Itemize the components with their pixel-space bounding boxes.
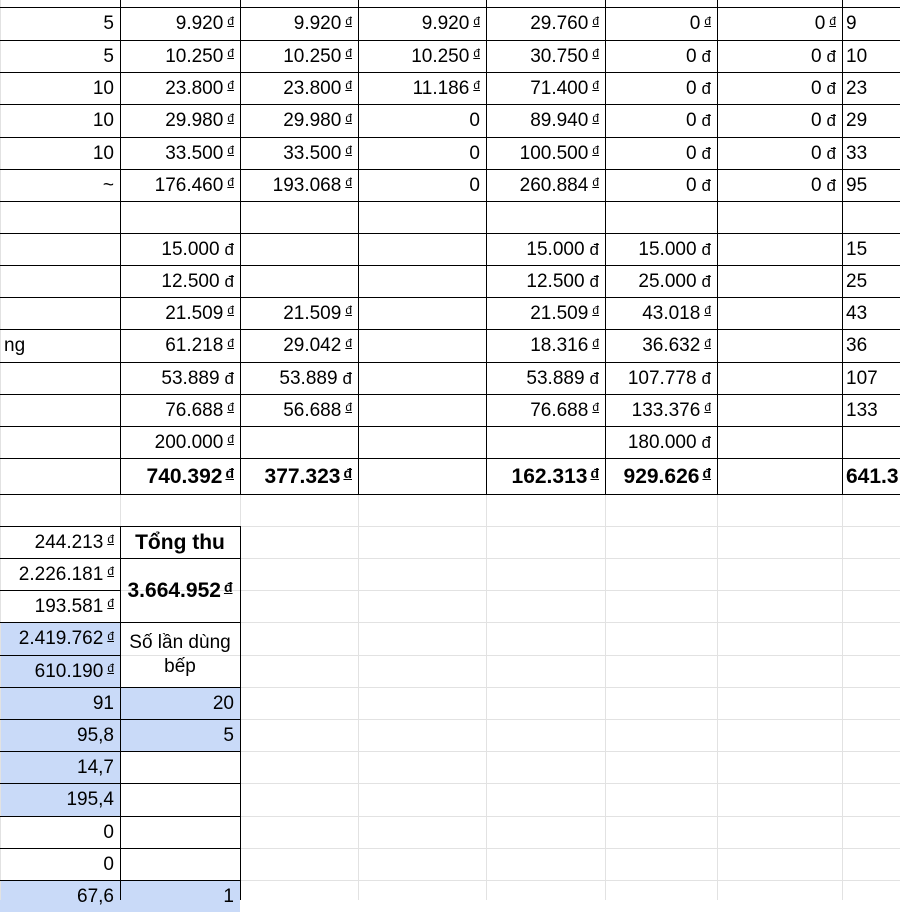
cell-f4[interactable] [605, 72, 717, 104]
cell-a4[interactable] [0, 72, 120, 104]
currency-symbol: đ [223, 579, 233, 595]
cell-value: Tổng thu [135, 530, 225, 554]
cell-value: 0 [103, 821, 114, 843]
cell-value: 2.419.762 [18, 628, 104, 649]
cell-value: 30.750 [530, 45, 589, 67]
currency-symbol: đ [227, 13, 234, 28]
cell-value: 5 [103, 45, 114, 67]
cell-value: 193.581 [34, 595, 104, 617]
cell-e14[interactable] [486, 394, 605, 426]
cell-value: 0 [810, 142, 822, 164]
cell-value: ~ [102, 174, 114, 196]
cell-value: 10 [846, 45, 868, 67]
cell-value: 91 [92, 692, 114, 714]
cell-value: 33.500 [165, 142, 224, 164]
cell-b16[interactable] [120, 458, 240, 494]
cell-value: 1 [223, 885, 234, 907]
cell-h10[interactable] [842, 265, 900, 297]
cell-c5[interactable] [240, 104, 358, 137]
cell-b6[interactable] [120, 137, 240, 169]
cell-c16[interactable] [240, 458, 358, 494]
cell-c14[interactable] [240, 394, 358, 426]
cell-value: 0 [685, 174, 697, 196]
cell-b4[interactable] [120, 72, 240, 104]
cell-value: 0 [810, 45, 822, 67]
cell-b21[interactable] [120, 622, 240, 687]
currency-symbol: đ [701, 46, 711, 66]
cell-value: 193.068 [272, 174, 342, 196]
cell-value: 21.509 [283, 302, 342, 324]
currency-symbol: đ [826, 111, 836, 130]
cell-value: 21.509 [165, 302, 224, 324]
cell-value: 15.000 [526, 238, 585, 260]
currency-symbol: đ [590, 465, 599, 481]
cell-value: 0 [685, 45, 697, 67]
cell-g3[interactable] [717, 40, 842, 72]
currency-symbol: đ [227, 110, 234, 125]
currency-symbol: đ [345, 335, 352, 350]
cell-value: 377.323 [264, 464, 341, 488]
currency-symbol: đ [592, 175, 599, 189]
cell-value: 0 [685, 77, 697, 99]
cell-c4[interactable] [240, 72, 358, 104]
cell-g6[interactable] [717, 137, 842, 169]
cell-value: 56.688 [283, 399, 342, 421]
cell-value: 53.889 [526, 367, 585, 389]
cell-value: 36 [846, 335, 868, 356]
cell-value: 0 [103, 853, 114, 875]
cell-value: 0 [814, 13, 826, 34]
currency-symbol: đ [589, 271, 599, 291]
currency-symbol: đ [224, 368, 234, 388]
cell-e2[interactable] [486, 7, 605, 40]
cell-value: 18.316 [530, 335, 589, 356]
currency-symbol: đ [826, 78, 836, 98]
cell-value: 33.500 [283, 142, 342, 164]
currency-symbol: đ [227, 303, 234, 317]
cell-value: 67,6 [77, 885, 114, 907]
cell-e3[interactable] [486, 40, 605, 72]
currency-symbol: đ [701, 111, 711, 130]
currency-symbol: đ [704, 13, 711, 28]
cell-f13[interactable] [605, 362, 717, 394]
cell-a18[interactable] [0, 526, 120, 558]
currency-symbol: đ [701, 368, 711, 388]
cell-e5[interactable] [486, 104, 605, 137]
currency-symbol: đ [345, 13, 352, 28]
cell-value: 10.250 [411, 45, 470, 67]
currency-symbol: đ [826, 46, 836, 66]
cell-e6[interactable] [486, 137, 605, 169]
cell-value: 53.889 [161, 367, 220, 389]
cell-e16[interactable] [486, 458, 605, 494]
cell-value: 0 [685, 110, 697, 131]
currency-symbol: đ [701, 143, 711, 163]
currency-symbol: đ [592, 110, 599, 125]
cell-a20[interactable] [0, 590, 120, 622]
cell-a25[interactable] [0, 751, 120, 783]
cell-value: 5 [103, 13, 114, 34]
cell-a28[interactable] [0, 848, 120, 880]
cell-a23[interactable] [0, 687, 120, 719]
currency-symbol: đ [704, 335, 711, 350]
cell-h6[interactable] [842, 137, 900, 169]
cell-b2[interactable] [120, 7, 240, 40]
cell-value: 10 [92, 110, 114, 131]
cell-a6[interactable] [0, 137, 120, 169]
cell-value: 200.000 [154, 431, 224, 453]
cell-value: 95 [846, 174, 868, 196]
currency-symbol: đ [592, 400, 599, 414]
currency-symbol: đ [704, 303, 711, 317]
cell-g7[interactable] [717, 169, 842, 201]
cell-value: 244.213 [34, 531, 104, 553]
cell-value: 180.000 [627, 431, 697, 453]
currency-symbol: đ [107, 661, 114, 675]
cell-value: 29.980 [283, 110, 342, 131]
currency-symbol: đ [826, 175, 836, 195]
cell-value: 107.778 [627, 367, 697, 389]
cell-a26[interactable] [0, 783, 120, 816]
cell-h4[interactable] [842, 72, 900, 104]
currency-symbol: đ [345, 110, 352, 125]
cell-value: 36.632 [642, 335, 701, 356]
currency-symbol: đ [224, 239, 234, 259]
cell-value: 10 [92, 77, 114, 99]
cell-b12[interactable] [120, 329, 240, 362]
cell-b29[interactable] [120, 880, 240, 912]
cell-b10[interactable] [120, 265, 240, 297]
cell-e7[interactable] [486, 169, 605, 201]
cell-e4[interactable] [486, 72, 605, 104]
cell-a22[interactable] [0, 655, 120, 687]
cell-h16[interactable] [842, 458, 900, 494]
currency-symbol: đ [107, 564, 114, 578]
cell-d7[interactable] [358, 169, 486, 201]
cell-value: 25.000 [638, 270, 697, 292]
cell-a7[interactable] [0, 169, 120, 201]
currency-symbol: đ [473, 78, 480, 92]
currency-symbol: đ [342, 368, 352, 388]
cell-b13[interactable] [120, 362, 240, 394]
currency-symbol: đ [701, 175, 711, 195]
cell-f6[interactable] [605, 137, 717, 169]
cell-value: 29.980 [165, 110, 224, 131]
cell-value: 176.460 [154, 174, 224, 196]
cell-b5[interactable] [120, 104, 240, 137]
currency-symbol: đ [227, 400, 234, 414]
currency-symbol: đ [345, 46, 352, 60]
cell-value: 29 [846, 110, 868, 131]
cell-value: 10 [92, 142, 114, 164]
cell-value: 15.000 [638, 238, 697, 260]
cell-value: 133.376 [631, 399, 701, 421]
currency-symbol: đ [473, 46, 480, 60]
currency-symbol: đ [345, 400, 352, 414]
cell-value: 76.688 [530, 399, 589, 421]
cell-a12[interactable] [0, 329, 120, 362]
currency-symbol: đ [592, 78, 599, 92]
cell-e12[interactable] [486, 329, 605, 362]
currency-symbol: đ [701, 432, 711, 452]
cell-value: 3.664.952 [127, 578, 221, 602]
cell-d3[interactable] [358, 40, 486, 72]
cell-value: 11.186 [412, 77, 470, 99]
cell-value: 0 [810, 174, 822, 196]
cell-b3[interactable] [120, 40, 240, 72]
cell-value: 15 [846, 238, 868, 260]
cell-value: 71.400 [530, 77, 589, 99]
cell-d2[interactable] [358, 7, 486, 40]
cell-a19[interactable] [0, 558, 120, 590]
cell-value: 12.500 [526, 270, 585, 292]
cell-c7[interactable] [240, 169, 358, 201]
cell-g4[interactable] [717, 72, 842, 104]
cell-f14[interactable] [605, 394, 717, 426]
cell-h13[interactable] [842, 362, 900, 394]
cell-b14[interactable] [120, 394, 240, 426]
currency-symbol: đ [592, 143, 599, 157]
cell-d6[interactable] [358, 137, 486, 169]
currency-symbol: đ [224, 271, 234, 291]
cell-value: 53.889 [279, 367, 338, 389]
cell-b11[interactable] [120, 297, 240, 329]
cell-f10[interactable] [605, 265, 717, 297]
currency-symbol: đ [701, 271, 711, 291]
cell-value: 23.800 [283, 77, 342, 99]
cell-value: 107 [846, 367, 878, 389]
cell-value: 43.018 [642, 302, 701, 324]
cell-f16[interactable] [605, 458, 717, 494]
cell-h9[interactable] [842, 233, 900, 265]
cell-value: 15.000 [161, 238, 220, 260]
cell-g5[interactable] [717, 104, 842, 137]
cell-value: 5 [223, 724, 234, 746]
cell-b9[interactable] [120, 233, 240, 265]
cell-h7[interactable] [842, 169, 900, 201]
cell-f12[interactable] [605, 329, 717, 362]
currency-symbol: đ [227, 335, 234, 350]
currency-symbol: đ [829, 13, 836, 28]
cell-value: 9 [846, 13, 857, 34]
cell-value: 0 [810, 77, 822, 99]
cell-value: 23 [846, 77, 868, 99]
cell-a2[interactable] [0, 7, 120, 40]
currency-symbol: đ [704, 400, 711, 414]
currency-symbol: đ [227, 175, 234, 189]
cell-value: 162.313 [511, 464, 588, 488]
currency-symbol: đ [589, 239, 599, 259]
cell-c6[interactable] [240, 137, 358, 169]
currency-symbol: đ [345, 143, 352, 157]
cell-e13[interactable] [486, 362, 605, 394]
cell-value: 9.920 [293, 13, 342, 34]
cell-value: 23.800 [165, 77, 224, 99]
cell-value: Số lần dùng bếp [129, 631, 231, 677]
cell-value: 12.500 [161, 270, 220, 292]
currency-symbol: đ [826, 143, 836, 163]
currency-symbol: đ [227, 46, 234, 60]
currency-symbol: đ [227, 432, 234, 446]
currency-symbol: đ [345, 175, 352, 189]
currency-symbol: đ [107, 596, 114, 610]
cell-value: 10.250 [165, 45, 224, 67]
cell-c13[interactable] [240, 362, 358, 394]
cell-e10[interactable] [486, 265, 605, 297]
cell-b7[interactable] [120, 169, 240, 201]
cell-f11[interactable] [605, 297, 717, 329]
cell-b24[interactable] [120, 719, 240, 751]
currency-symbol: đ [107, 628, 114, 643]
cell-value: 14,7 [77, 756, 114, 778]
cell-value: 20 [212, 692, 234, 714]
cell-f9[interactable] [605, 233, 717, 265]
cell-value: 29.760 [530, 13, 589, 34]
cell-value: 61.218 [165, 335, 224, 356]
cell-value: 0 [685, 142, 697, 164]
cell-f5[interactable] [605, 104, 717, 137]
cell-b23[interactable] [120, 687, 240, 719]
currency-symbol: đ [592, 13, 599, 28]
cell-value: 740.392 [146, 464, 223, 488]
cell-b15[interactable] [120, 426, 240, 458]
currency-symbol: đ [592, 335, 599, 350]
cell-e11[interactable] [486, 297, 605, 329]
cell-value: 10.250 [283, 45, 342, 67]
currency-symbol: đ [345, 303, 352, 317]
cell-value: 195,4 [66, 789, 114, 810]
cell-value: 100.500 [519, 142, 589, 164]
cell-value: 2.226.181 [18, 563, 104, 585]
cell-h11[interactable] [842, 297, 900, 329]
cell-e9[interactable] [486, 233, 605, 265]
cell-h3[interactable] [842, 40, 900, 72]
cell-value: 9.920 [421, 13, 470, 34]
cell-h2[interactable] [842, 7, 900, 40]
currency-symbol: đ [701, 239, 711, 259]
cell-value: 95,8 [77, 724, 114, 746]
cell-c11[interactable] [240, 297, 358, 329]
cell-value: 76.688 [165, 399, 224, 421]
currency-symbol: đ [592, 46, 599, 60]
currency-symbol: đ [225, 465, 234, 481]
cell-b18[interactable] [120, 526, 240, 558]
cell-a21[interactable] [0, 622, 120, 655]
currency-symbol: đ [701, 78, 711, 98]
cell-h12[interactable] [842, 329, 900, 362]
currency-symbol: đ [589, 368, 599, 388]
currency-symbol: đ [227, 78, 234, 92]
cell-f15[interactable] [605, 426, 717, 458]
cell-c3[interactable] [240, 40, 358, 72]
cell-value: 43 [846, 302, 868, 324]
cell-a27[interactable] [0, 816, 120, 848]
cell-f7[interactable] [605, 169, 717, 201]
cell-value: 610.190 [34, 660, 104, 682]
cell-a3[interactable] [0, 40, 120, 72]
cell-a5[interactable] [0, 104, 120, 137]
cell-value: 929.626 [623, 464, 700, 488]
currency-symbol: đ [592, 303, 599, 317]
cell-value: 641.3 [846, 464, 899, 488]
cell-value: 0 [810, 110, 822, 131]
cell-value: 0 [469, 110, 480, 131]
cell-c2[interactable] [240, 7, 358, 40]
cell-value: 89.940 [530, 110, 589, 131]
cell-h5[interactable] [842, 104, 900, 137]
cell-value: 133 [846, 399, 878, 421]
cell-a29[interactable] [0, 880, 120, 912]
cell-b19[interactable] [120, 558, 240, 622]
currency-symbol: đ [227, 143, 234, 157]
cell-value: 0 [689, 13, 701, 34]
cell-g2[interactable] [717, 7, 842, 40]
cell-value: 33 [846, 142, 868, 164]
cell-value: 0 [469, 142, 480, 164]
cell-c12[interactable] [240, 329, 358, 362]
cell-h14[interactable] [842, 394, 900, 426]
cell-f3[interactable] [605, 40, 717, 72]
cell-value: 25 [846, 270, 868, 292]
currency-symbol: đ [473, 13, 480, 28]
cell-value: 260.884 [519, 174, 589, 196]
currency-symbol: đ [107, 532, 114, 546]
currency-symbol: đ [702, 465, 711, 481]
cell-d4[interactable] [358, 72, 486, 104]
currency-symbol: đ [345, 78, 352, 92]
cell-value: 0 [469, 174, 480, 196]
currency-symbol: đ [343, 465, 352, 481]
cell-a24[interactable] [0, 719, 120, 751]
cell-d5[interactable] [358, 104, 486, 137]
cell-f2[interactable] [605, 7, 717, 40]
cell-value: 21.509 [530, 302, 589, 324]
cell-value: 9.920 [175, 13, 224, 34]
cell-value: ng [4, 335, 26, 356]
cell-value: 29.042 [283, 335, 342, 356]
